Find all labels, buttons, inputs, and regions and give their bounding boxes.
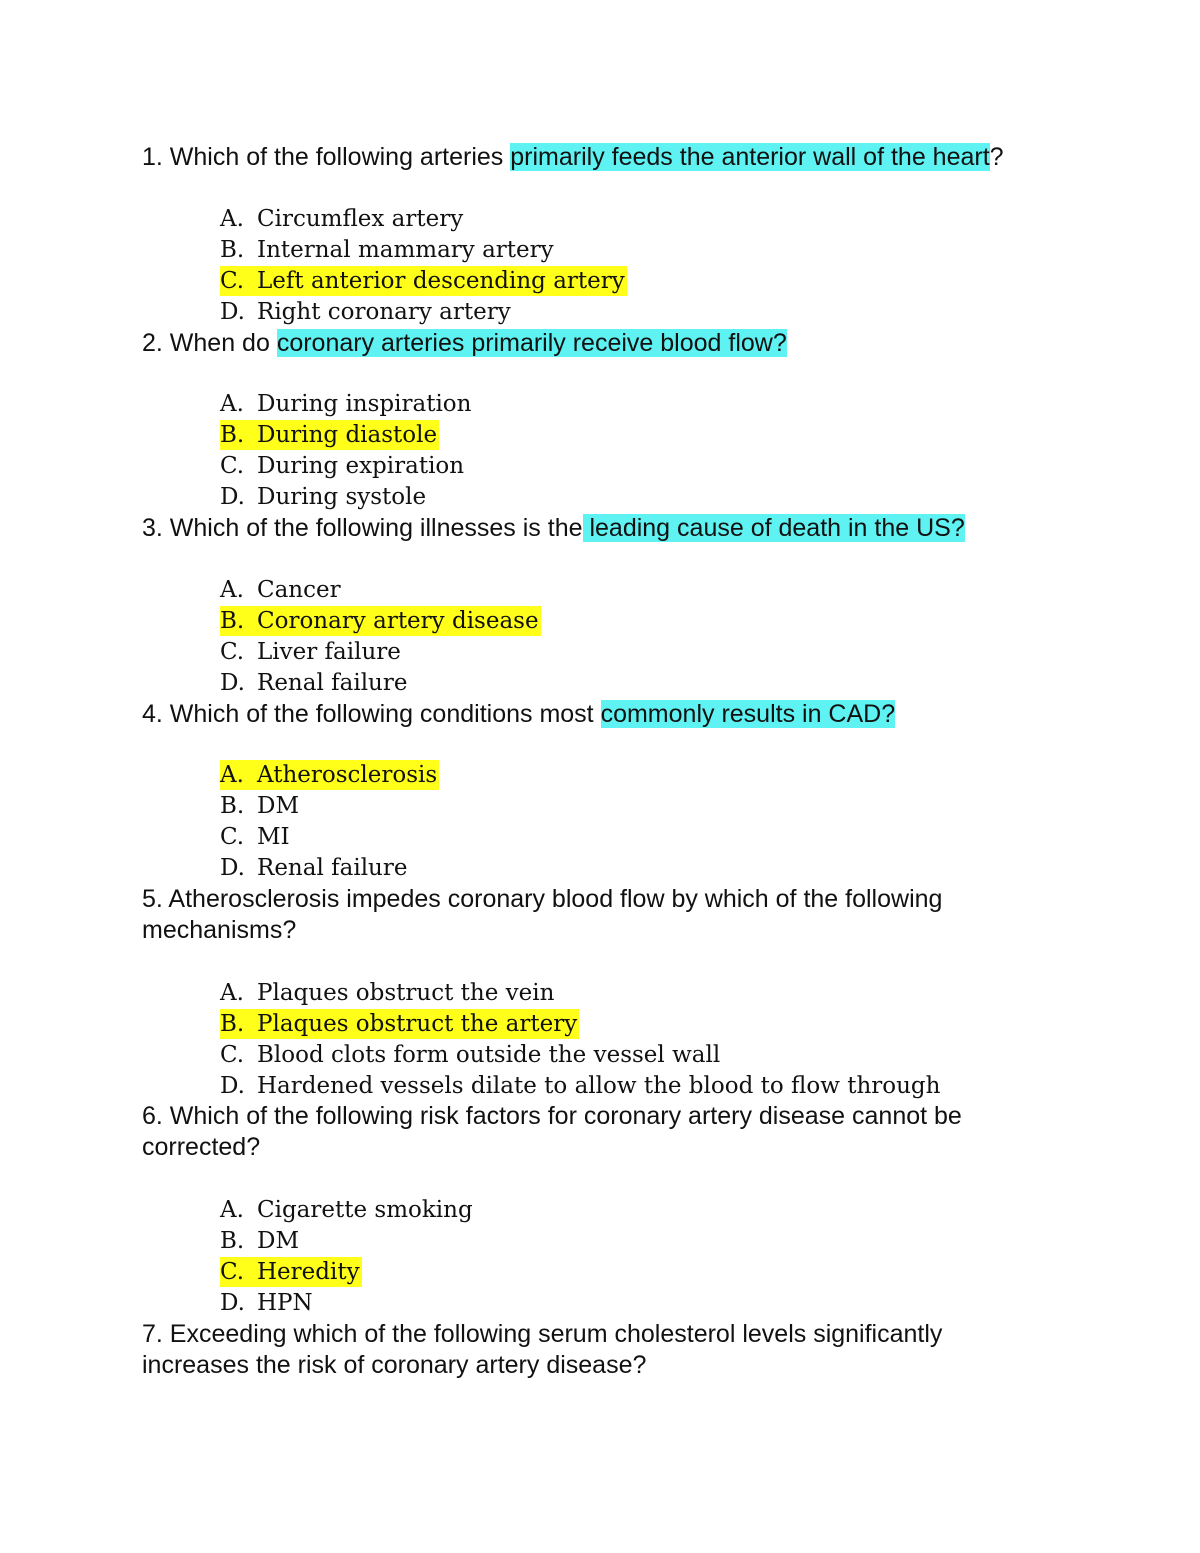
option-text: Blood clots form outside the vessel wall bbox=[257, 1042, 721, 1068]
question-highlight: leading cause of death in the US? bbox=[582, 514, 965, 542]
question-4-option-c bbox=[220, 822, 292, 852]
question-2-option-b bbox=[220, 420, 439, 450]
question-4-option-d bbox=[220, 853, 409, 883]
question-5-option-b bbox=[220, 1009, 579, 1039]
option-text: During diastole bbox=[257, 422, 438, 448]
question-text: Which of the following arteries bbox=[162, 143, 511, 171]
question-number: 7. bbox=[142, 1320, 163, 1348]
option-letter: D. bbox=[220, 670, 245, 696]
question-4-option-a bbox=[220, 760, 439, 790]
question-2-option-c bbox=[220, 451, 466, 481]
option-letter: B. bbox=[220, 237, 245, 263]
option-letter: A. bbox=[220, 1197, 244, 1223]
option-letter: C. bbox=[220, 1259, 245, 1285]
option-text: Internal mammary artery bbox=[257, 237, 554, 263]
question-5-option-d bbox=[220, 1071, 942, 1101]
option-letter: C. bbox=[220, 268, 245, 294]
option-text: Circumflex artery bbox=[257, 206, 464, 232]
question-1 bbox=[142, 142, 1042, 173]
option-text: Atherosclerosis bbox=[257, 762, 438, 788]
option-letter: C. bbox=[220, 639, 245, 665]
option-text: Heredity bbox=[257, 1259, 360, 1285]
option-text: During inspiration bbox=[257, 391, 472, 417]
option-letter: D. bbox=[220, 299, 245, 325]
question-4 bbox=[142, 699, 1042, 730]
option-text: Renal failure bbox=[257, 855, 408, 881]
option-letter: A. bbox=[220, 577, 244, 603]
question-text: Which of the following conditions most bbox=[162, 700, 601, 728]
option-text: Cigarette smoking bbox=[257, 1197, 473, 1223]
option-text: Renal failure bbox=[257, 670, 408, 696]
option-text: HPN bbox=[257, 1290, 313, 1316]
option-text: During systole bbox=[257, 484, 427, 510]
question-number: 2. bbox=[142, 329, 163, 357]
question-highlight: coronary arteries primarily receive blood flow? bbox=[276, 329, 787, 357]
question-number: 3. bbox=[142, 514, 163, 542]
option-letter: C. bbox=[220, 453, 245, 479]
question-3 bbox=[142, 513, 1042, 544]
question-3-option-d bbox=[220, 668, 409, 698]
question-text: Which of the following illnesses is the bbox=[162, 514, 583, 542]
question-2-option-a bbox=[220, 389, 473, 419]
question-text: When do bbox=[162, 329, 277, 357]
option-text: Right coronary artery bbox=[257, 299, 511, 325]
option-letter: D. bbox=[220, 855, 245, 881]
option-letter: B. bbox=[220, 422, 245, 448]
question-6-option-b bbox=[220, 1226, 301, 1256]
option-text: Plaques obstruct the vein bbox=[257, 980, 555, 1006]
option-letter: B. bbox=[220, 793, 245, 819]
question-3-option-b bbox=[220, 606, 541, 636]
question-1-option-d bbox=[220, 297, 513, 327]
option-text: Coronary artery disease bbox=[257, 608, 539, 634]
question-text-end: ? bbox=[989, 143, 1004, 171]
option-letter: B. bbox=[220, 1011, 245, 1037]
question-3-option-c bbox=[220, 637, 403, 667]
option-letter: B. bbox=[220, 608, 245, 634]
option-text: Hardened vessels dilate to allow the blood to flow through bbox=[257, 1073, 941, 1099]
question-6-option-c bbox=[220, 1257, 362, 1287]
option-letter: C. bbox=[220, 824, 245, 850]
option-text: DM bbox=[257, 1228, 299, 1254]
option-letter: D. bbox=[220, 484, 245, 510]
option-letter: D. bbox=[220, 1073, 245, 1099]
question-number: 1. bbox=[142, 143, 163, 171]
option-text: MI bbox=[257, 824, 290, 850]
question-6-option-d bbox=[220, 1288, 315, 1318]
question-1-option-a bbox=[220, 204, 465, 234]
question-6-option-a bbox=[220, 1195, 475, 1225]
option-text: DM bbox=[257, 793, 299, 819]
option-text: Liver failure bbox=[257, 639, 401, 665]
question-number: 6. bbox=[142, 1102, 163, 1130]
question-highlight: commonly results in CAD? bbox=[600, 700, 896, 728]
option-text: Plaques obstruct the artery bbox=[257, 1011, 578, 1037]
option-text: During expiration bbox=[257, 453, 465, 479]
option-letter: D. bbox=[220, 1290, 245, 1316]
question-number: 5. bbox=[142, 885, 163, 913]
option-letter: A. bbox=[220, 762, 244, 788]
option-letter: C. bbox=[220, 1042, 245, 1068]
question-4-option-b bbox=[220, 791, 301, 821]
question-5-option-a bbox=[220, 978, 556, 1008]
question-6 bbox=[142, 1101, 1042, 1163]
option-letter: A. bbox=[220, 980, 244, 1006]
question-5 bbox=[142, 884, 1042, 946]
question-2-option-d bbox=[220, 482, 428, 512]
option-text: Cancer bbox=[257, 577, 341, 603]
option-letter: A. bbox=[220, 206, 244, 232]
question-highlight: primarily feeds the anterior wall of the heart bbox=[510, 143, 990, 171]
option-letter: B. bbox=[220, 1228, 245, 1254]
question-1-option-c bbox=[220, 266, 627, 296]
question-7 bbox=[142, 1319, 1042, 1381]
question-3-option-a bbox=[220, 575, 343, 605]
question-2 bbox=[142, 328, 1042, 359]
question-5-option-c bbox=[220, 1040, 722, 1070]
question-1-option-b bbox=[220, 235, 556, 265]
option-letter: A. bbox=[220, 391, 244, 417]
option-text: Left anterior descending artery bbox=[257, 268, 625, 294]
question-text: Atherosclerosis impedes coronary blood flow by which of the following mechanisms? bbox=[142, 885, 943, 944]
question-text: Exceeding which of the following serum cholesterol levels significantly increases the risk of coronary artery disease? bbox=[142, 1320, 943, 1379]
question-number: 4. bbox=[142, 700, 163, 728]
question-text: Which of the following risk factors for coronary artery disease cannot be corrected? bbox=[142, 1102, 962, 1161]
